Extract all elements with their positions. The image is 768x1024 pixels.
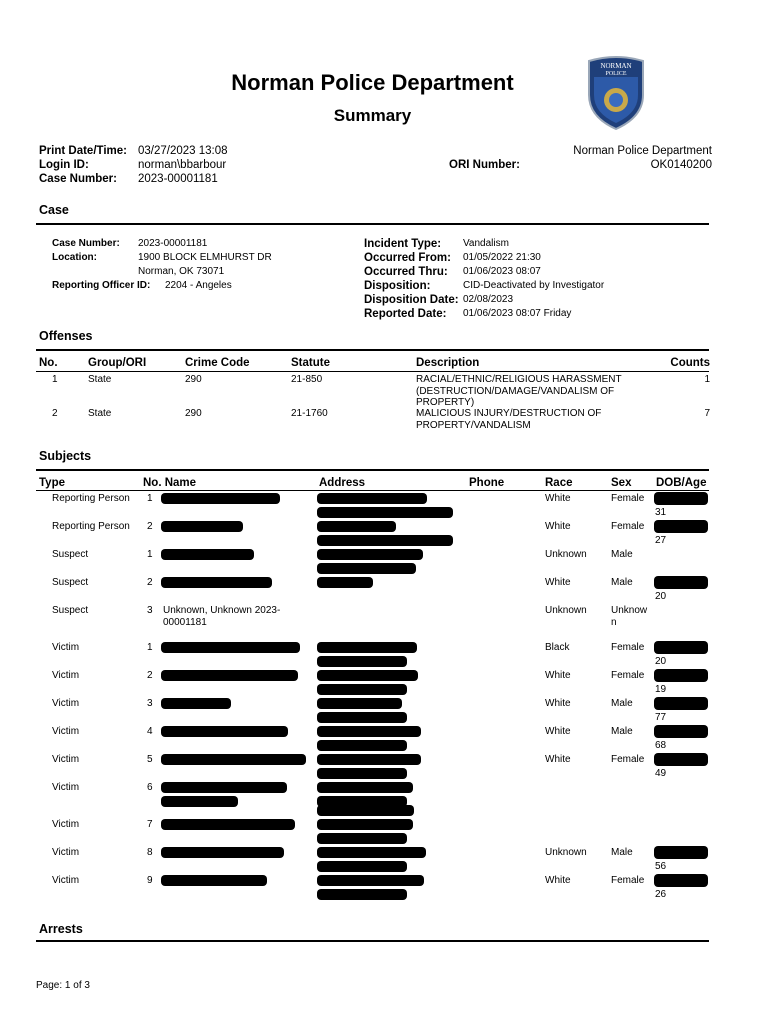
subject-no: 3 xyxy=(147,698,153,709)
redacted-name xyxy=(161,670,298,681)
redacted-dob xyxy=(654,753,708,766)
subject-age: 19 xyxy=(655,684,667,695)
redacted-address xyxy=(317,642,417,653)
redacted-name xyxy=(161,577,272,588)
disposition-date-value: 02/08/2023 xyxy=(463,294,514,305)
redacted-dob xyxy=(654,576,708,589)
redacted-address xyxy=(317,670,418,681)
subject-sex: Male xyxy=(611,549,633,560)
divider xyxy=(36,469,709,471)
police-badge-logo xyxy=(585,55,647,130)
subject-race: White xyxy=(545,521,571,532)
redacted-address xyxy=(317,726,421,737)
subject-race: Unknown xyxy=(545,549,587,560)
officer-value: 2204 - Angeles xyxy=(165,280,232,291)
divider xyxy=(36,490,709,491)
offenses-section-title: Offenses xyxy=(39,329,93,343)
redacted-name xyxy=(161,698,231,709)
logo-text-top: NORMAN xyxy=(600,62,632,70)
officer-label: Reporting Officer ID: xyxy=(52,280,151,291)
subject-col-race: Race xyxy=(545,477,573,489)
reported-date-label: Reported Date: xyxy=(364,308,447,320)
redacted-dob xyxy=(654,846,708,859)
redacted-address xyxy=(317,819,413,830)
offense-col-crime: Crime Code xyxy=(185,357,250,369)
subject-type: Suspect xyxy=(52,605,89,616)
redacted-address xyxy=(317,656,407,667)
redacted-dob xyxy=(654,641,708,654)
redacted-address xyxy=(317,847,426,858)
offense-counts: 7 xyxy=(704,408,710,419)
page-number: Page: 1 of 3 xyxy=(36,980,90,991)
subject-no: 1 xyxy=(147,493,153,504)
offense-col-counts: Counts xyxy=(670,357,710,369)
subject-no: 2 xyxy=(147,670,153,681)
subject-race: White xyxy=(545,670,571,681)
redacted-address xyxy=(317,577,373,588)
location-line1: 1900 BLOCK ELMHURST DR xyxy=(138,252,272,263)
redacted-address xyxy=(317,684,407,695)
subject-type: Reporting Person xyxy=(52,521,130,532)
ori-value: OK0140200 xyxy=(650,159,712,171)
subject-age: 56 xyxy=(655,861,667,872)
subject-sex: Female xyxy=(611,642,645,653)
subject-sex: Unknown xyxy=(611,605,648,628)
redacted-dob xyxy=(654,492,708,505)
subject-no: 2 xyxy=(147,521,153,532)
offense-statute: 21-850 xyxy=(291,374,323,385)
redacted-address xyxy=(317,493,427,504)
reported-date-value: 01/06/2023 08:07 Friday xyxy=(463,308,572,319)
redacted-address xyxy=(317,698,402,709)
subject-type: Victim xyxy=(52,875,80,886)
subject-no: 2 xyxy=(147,577,153,588)
redacted-dob xyxy=(654,669,708,682)
subject-race: Unknown xyxy=(545,847,587,858)
subject-sex: Female xyxy=(611,875,645,886)
offense-crime: 290 xyxy=(185,374,202,385)
incident-type-label: Incident Type: xyxy=(364,238,442,250)
offense-statute: 21-1760 xyxy=(291,408,328,419)
subject-col-phone: Phone xyxy=(469,477,505,489)
redacted-address xyxy=(317,754,421,765)
subject-col-type: Type xyxy=(39,477,65,489)
redacted-address xyxy=(317,833,407,844)
subject-no: 1 xyxy=(147,642,153,653)
offense-desc-line3: PROPERTY) xyxy=(416,397,475,408)
subject-race: White xyxy=(545,698,571,709)
subject-sex: Male xyxy=(611,847,633,858)
redacted-address xyxy=(317,861,407,872)
subject-race: White xyxy=(545,577,571,588)
subject-type: Victim xyxy=(52,754,80,765)
subject-age: 20 xyxy=(655,656,667,667)
disposition-label: Disposition: xyxy=(364,280,431,292)
subject-type: Victim xyxy=(52,819,80,830)
page-title: Norman Police Department xyxy=(231,70,514,95)
subject-sex: Female xyxy=(611,670,645,681)
subject-col-address: Address xyxy=(319,477,366,489)
disposition-date-label: Disposition Date: xyxy=(364,294,459,306)
agency-name: Norman Police Department xyxy=(573,145,712,157)
disposition-value: CID-Deactivated by Investigator xyxy=(463,280,605,291)
print-value: 03/27/2023 13:08 xyxy=(138,145,228,157)
subject-age: 26 xyxy=(655,889,667,900)
subject-no: 8 xyxy=(147,847,153,858)
offense-group: State xyxy=(88,408,112,419)
redacted-address xyxy=(317,549,423,560)
subject-type: Reporting Person xyxy=(52,493,130,504)
subject-type: Victim xyxy=(52,782,80,793)
login-label: Login ID: xyxy=(39,159,89,171)
divider xyxy=(36,371,709,372)
login-value: norman\bbarbour xyxy=(138,159,227,171)
offense-desc-line1: MALICIOUS INJURY/DESTRUCTION OF xyxy=(416,408,602,419)
redacted-name xyxy=(161,796,238,807)
subject-race: White xyxy=(545,493,571,504)
subject-no: 4 xyxy=(147,726,153,737)
subject-age: 27 xyxy=(655,535,667,546)
subjects-section-title: Subjects xyxy=(39,449,92,463)
subject-race: Unknown xyxy=(545,605,587,616)
redacted-dob xyxy=(654,725,708,738)
subject-race: White xyxy=(545,875,571,886)
offense-desc-line2: PROPERTY/VANDALISM xyxy=(416,419,531,431)
subject-no: 5 xyxy=(147,754,153,765)
subject-sex: Male xyxy=(611,726,633,737)
redacted-dob xyxy=(654,874,708,887)
subject-age: 77 xyxy=(655,712,667,723)
redacted-name xyxy=(161,782,287,793)
divider xyxy=(36,940,709,942)
case-label: Case Number: xyxy=(39,173,117,185)
subject-race: White xyxy=(545,726,571,737)
subject-col-dob-age: DOB/Age xyxy=(656,477,707,489)
subject-type: Suspect xyxy=(52,577,89,588)
redacted-address xyxy=(317,535,453,546)
redacted-name xyxy=(161,819,295,830)
redacted-address xyxy=(317,712,407,723)
logo-text-bottom: POLICE xyxy=(605,71,627,77)
occurred-thru-label: Occurred Thru: xyxy=(364,266,448,278)
redacted-name xyxy=(161,754,306,765)
offense-col-group: Group/ORI xyxy=(88,357,147,369)
offense-col-description: Description xyxy=(416,357,480,369)
redacted-address xyxy=(317,889,407,900)
page-subtitle: Summary xyxy=(333,106,412,125)
redacted-name xyxy=(161,493,280,504)
redacted-address xyxy=(317,782,413,793)
subject-race: Black xyxy=(545,642,570,653)
redacted-address xyxy=(317,875,424,886)
subject-sex: Female xyxy=(611,521,645,532)
incident-type-value: Vandalism xyxy=(463,238,509,249)
subject-age: 68 xyxy=(655,740,667,751)
subject-sex: Female xyxy=(611,754,645,765)
redacted-dob xyxy=(654,697,708,710)
redacted-address xyxy=(317,563,416,574)
subject-race: White xyxy=(545,754,571,765)
divider xyxy=(36,223,709,225)
redacted-address xyxy=(317,805,414,816)
subject-age: 31 xyxy=(655,507,667,518)
occurred-thru-value: 01/06/2023 08:07 xyxy=(463,266,541,277)
redacted-address xyxy=(317,521,396,532)
subject-type: Victim xyxy=(52,698,80,709)
redacted-name xyxy=(161,875,267,886)
subject-no: 6 xyxy=(147,782,153,793)
occurred-from-value: 01/05/2022 21:30 xyxy=(463,252,541,263)
subject-type: Victim xyxy=(52,726,80,737)
print-label: Print Date/Time: xyxy=(39,145,127,157)
subject-name: Unknown, Unknown 2023-00001181 xyxy=(163,605,281,628)
redacted-address xyxy=(317,740,407,751)
redacted-address xyxy=(317,507,453,518)
subject-age: 20 xyxy=(655,591,667,602)
subject-sex: Male xyxy=(611,698,633,709)
redacted-name xyxy=(161,549,254,560)
subject-no: 9 xyxy=(147,875,153,886)
redacted-address xyxy=(317,768,407,779)
offense-crime: 290 xyxy=(185,408,202,419)
subject-age: 49 xyxy=(655,768,667,779)
redacted-name xyxy=(161,847,284,858)
occurred-from-label: Occurred From: xyxy=(364,252,451,264)
case-number-label: Case Number: xyxy=(52,238,120,249)
subject-sex: Female xyxy=(611,493,645,504)
subject-no: 7 xyxy=(147,819,153,830)
offense-col-statute: Statute xyxy=(291,357,330,369)
subject-sex: Male xyxy=(611,577,633,588)
redacted-name xyxy=(161,642,300,653)
offense-col-no: No. xyxy=(39,357,58,369)
arrests-section-title: Arrests xyxy=(39,922,83,936)
subject-no: 1 xyxy=(147,549,153,560)
redacted-dob xyxy=(654,520,708,533)
redacted-name xyxy=(161,521,243,532)
divider xyxy=(36,349,709,351)
offense-no: 1 xyxy=(52,374,58,385)
subject-type: Victim xyxy=(52,670,80,681)
case-number-value: 2023-00001181 xyxy=(138,238,208,249)
case-section-title: Case xyxy=(39,203,69,217)
case-value: 2023-00001181 xyxy=(138,173,218,185)
offense-desc-line2: (DESTRUCTION/DAMAGE/VANDALISM OF xyxy=(416,385,615,397)
offense-counts: 1 xyxy=(704,374,710,385)
subject-col-no-name: No. Name xyxy=(143,477,197,489)
location-label: Location: xyxy=(52,252,97,263)
location-line2: Norman, OK 73071 xyxy=(138,266,225,277)
offense-desc-line1: RACIAL/ETHNIC/RELIGIOUS HARASSMENT xyxy=(416,374,622,385)
subject-type: Victim xyxy=(52,642,80,653)
subject-col-sex: Sex xyxy=(611,477,632,489)
ori-label: ORI Number: xyxy=(449,159,520,171)
offense-no: 2 xyxy=(52,408,58,419)
subject-no: 3 xyxy=(147,605,153,616)
redacted-name xyxy=(161,726,288,737)
subject-type: Victim xyxy=(52,847,80,858)
offense-group: State xyxy=(88,374,112,385)
subject-type: Suspect xyxy=(52,549,89,560)
